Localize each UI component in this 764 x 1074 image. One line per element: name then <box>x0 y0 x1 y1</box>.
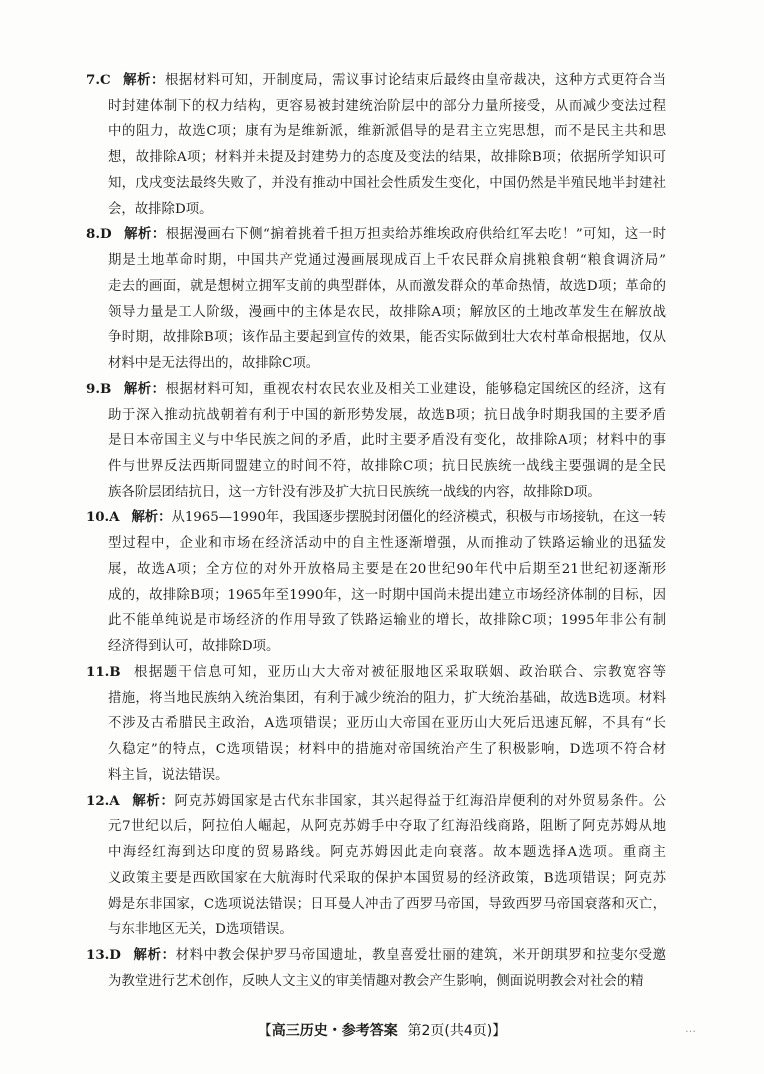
answer-text: 阿克苏姆国家是古代东非国家，其兴起得益于红海沿岸便利的对外贸易条件。公 <box>174 793 667 809</box>
answer-text-line: 会，故排除D项。 <box>108 201 213 217</box>
answer-text-line: 久稳定”的特点，C选项错误；材料中的措施对帝国统治产生了积极影响，D选项不符合材 <box>108 742 666 758</box>
answer-number: 12.A <box>86 792 120 809</box>
answer-text-line: 族各阶层团结抗日，这一方针没有涉及扩大抗日民族统一战线的内容，故排除D项。 <box>108 484 601 500</box>
answer-text-line: 成的，故排除B项；1965年至1990年，这一时期中国尚未提出建立市场经济体制的目标，因 <box>108 587 666 603</box>
answer-item <box>86 222 666 376</box>
answer-text: 根据材料可知，开制度局，需议事讨论结束后最终由皇帝裁决，这种方式更符合当 <box>164 73 667 88</box>
answer-text-line: 展，故选A项；全方位的对外开放格局主要是在20世纪90年代中后期至21世纪初逐渐形 <box>108 561 666 577</box>
answer-text-line: 措施，将当地民族纳入统治集团，有利于减少统治的阻力，扩大统治基础，故选B选项。材料 <box>108 690 666 706</box>
analysis-keyword: 解析： <box>132 946 176 963</box>
answer-text: 根据材料可知，重视农村农民农业及相关工业建设，能够稳定国统区的经济，这有 <box>165 381 667 397</box>
answer-number: 8.D <box>86 226 112 243</box>
answer-first-line <box>86 377 666 403</box>
analysis-keyword: 解析： <box>131 792 175 809</box>
answer-text-line: 此不能单纯说是市场经济的作用导致了铁路运输业的增长，故排除C项；1995年非公有制 <box>108 613 666 629</box>
answer-text: 根据题干信息可知，亚历山大大帝对被征服地区采取联姻、政治联合、宗教宽容等 <box>132 664 666 680</box>
analysis-keyword: 解析： <box>123 226 166 243</box>
answer-first-line <box>86 222 666 248</box>
answer-text-line: 不涉及古希腊民主政治，A选项错误；亚历山大帝国在亚历山大死后迅速瓦解，不具有“长 <box>108 716 666 732</box>
answer-text-line: 材料中是无法得出的，故排除C项。 <box>108 356 320 372</box>
answer-text-line: 是日本帝国主义与中华民族之间的矛盾，此时主要矛盾没有变化，故排除A项；材料中的事 <box>108 433 666 449</box>
answer-number: 13.D <box>86 946 121 963</box>
answer-text-line: 领导力量是工人阶级，漫画中的主体是农民，故排除A项；解放区的土地改革发生在解放战 <box>108 304 666 320</box>
answer-first-line <box>86 789 666 815</box>
answer-text-line: 为教堂进行艺术创作，反映人文主义的审美情趣对教会产生影响，侧面说明教会对社会的精 <box>108 973 644 989</box>
answer-item <box>86 789 666 943</box>
answer-first-line <box>86 68 666 94</box>
answer-number: 10.A <box>86 509 120 526</box>
answer-text-line: 型过程中，企业和市场在经济活动中的自主性逐渐增强，从而推动了铁路运输业的迅猛发 <box>108 536 666 552</box>
answer-text-line: 争时期，故排除B项；该作品主要起到宣传的效果，能否实际做到壮大农村革命根据地，仅从 <box>108 330 666 346</box>
answer-text-line: 想，故排除A项；材料并未提及封建势力的态度及变法的结果，故排除B项；依据所学知识可 <box>108 150 666 166</box>
answer-text-line: 助于深入推动抗战朝着有利于中国的新形势发展，故选B项；抗日战争时期我国的主要矛盾 <box>108 407 666 423</box>
footer-title: 高三历史・参考答案 <box>271 1023 398 1039</box>
answer-text-line: 与东非地区无关，D选项错误。 <box>108 922 293 938</box>
answer-text-line: 姆是东非国家，C选项说法错误；日耳曼人冲击了西罗马帝国，导致西罗马帝国衰落和灭亡， <box>108 896 666 912</box>
analysis-keyword: 解析： <box>123 380 166 397</box>
answer-text-line: 料主旨，说法错误。 <box>108 767 229 783</box>
answer-text: 材料中教会保护罗马帝国遗址，教皇喜爱壮丽的建筑，米开朗琪罗和拉斐尔受邀 <box>175 947 667 963</box>
answer-item <box>86 68 666 222</box>
footer-right-bracket: 】 <box>492 1023 507 1039</box>
answer-text-line: 中的阻力，故选C项；康有为是维新派，维新派倡导的是君主立宪思想，而不是民主共和思 <box>108 124 666 140</box>
page-footer <box>0 1020 764 1040</box>
answer-list <box>86 68 666 994</box>
answer-number: 11.B <box>86 663 121 680</box>
analysis-keyword: 解析： <box>131 509 172 526</box>
answer-text: 根据漫画右下侧“掮着挑着千担万担卖给苏维埃政府供给红军去吃！”可知，这一时 <box>165 227 666 243</box>
answer-text: 从1965—1990年，我国逐步摆脱封闭僵化的经济模式，积极与市场接轨，在这一转 <box>171 510 667 526</box>
answer-item <box>86 943 666 994</box>
footer-left-bracket: 【 <box>257 1023 272 1039</box>
answer-text-line: 中海经红海到达印度的贸易路线。阿克苏姆因此走向衰落。故本题选择A选项。重商主 <box>108 845 666 861</box>
answer-text-line: 时封建体制下的权力结构，更容易被封建统治阶层中的部分力量所接受，从而减少变法过程 <box>108 98 666 114</box>
answer-text-line: 义政策主要是西欧国家在大航海时代采取的保护本国贸易的经济政策，B选项错误；阿克苏 <box>108 870 666 886</box>
answer-text-line: 元7世纪以后，阿拉伯人崛起，从阿克苏姆手中夺取了红海沿线商路，阻断了阿克苏姆从地 <box>108 819 666 835</box>
footer-page-number: 第2页(共4页) <box>407 1023 493 1039</box>
answer-text-line: 走去的画面，就是想树立拥军支前的典型群体，从而激发群众的革命热情，故选D项；革命的 <box>108 278 666 294</box>
corner-mark: … <box>685 1022 696 1035</box>
analysis-keyword: 解析： <box>122 72 165 88</box>
answer-text-line: 经济得到认可，故排除D项。 <box>108 639 280 655</box>
answer-first-line <box>86 943 666 969</box>
answer-text-line: 期是土地革命时期，中国共产党通过漫画展现成百上千农民群众肩挑粮食朝“粮食调济局” <box>108 253 666 269</box>
answer-item <box>86 505 666 659</box>
answer-item <box>86 660 666 789</box>
answer-item <box>86 377 666 506</box>
answer-first-line <box>86 660 666 686</box>
answer-number: 7.C <box>86 72 111 88</box>
answer-number: 9.B <box>86 380 112 397</box>
answer-text-line: 件与世界反法西斯同盟建立的时间不符，故排除C项；抗日民族统一战线主要强调的是全民 <box>108 459 666 475</box>
answer-first-line <box>86 505 666 531</box>
answer-text-line: 知，戊戌变法最终失败了，并没有推动中国社会性质发生变化，中国仍然是半殖民地半封建社 <box>108 175 666 191</box>
